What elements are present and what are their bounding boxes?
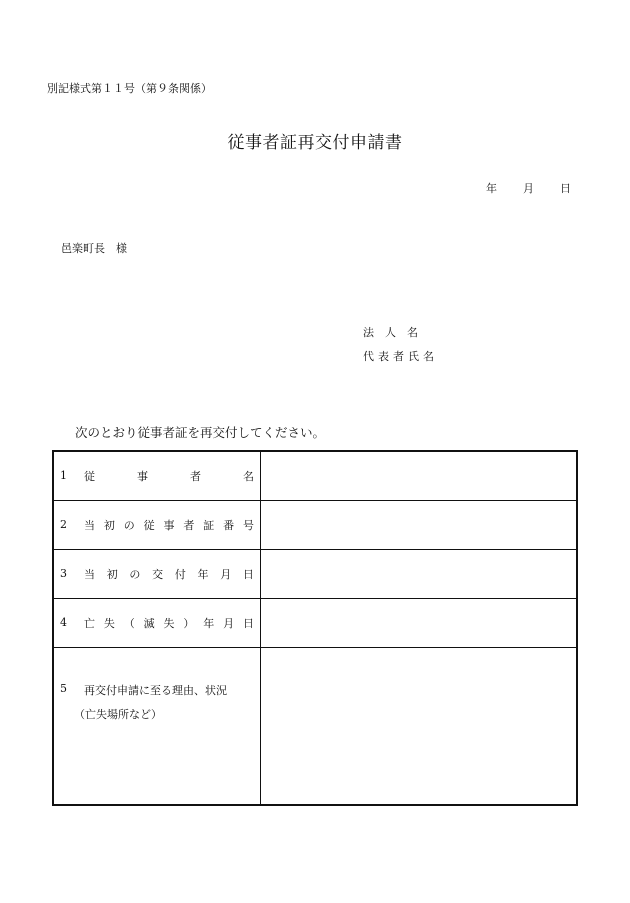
reason-sublabel: （亡失場所など） (74, 707, 162, 721)
reason-field[interactable] (261, 647, 578, 805)
row-number: 1 (60, 469, 67, 483)
row-label: 3 当 初 の 交 付 年 月 日 (53, 549, 261, 598)
representative-name-label: 代 表 者 氏 名 (363, 350, 434, 363)
row-label (53, 647, 261, 805)
row-label: 4 亡 失 （ 滅 失 ） 年 月 日 (53, 598, 261, 647)
corporation-name-label: 法 人 名 (363, 326, 418, 339)
row-number: 3 (60, 567, 67, 580)
row-label: 1 従 事 者 名 (53, 451, 261, 500)
loss-date-field[interactable] (261, 598, 578, 647)
worker-name-field[interactable] (261, 451, 578, 500)
row-label: 2 当 初 の 従 事 者 証 番 号 (53, 500, 261, 549)
intro-text: 次のとおり従事者証を再交付してください。 (75, 425, 326, 440)
document-title: 従事者証再交付申請書 (227, 133, 403, 153)
reason-label: 再交付申請に至る理由、状況 (84, 683, 227, 697)
date-year-label: 年 (486, 182, 497, 195)
row-number: 4 (60, 616, 67, 629)
date-month-label: 月 (523, 182, 534, 195)
original-issue-date-field[interactable] (261, 549, 578, 598)
table-row (53, 647, 577, 805)
row-number: 2 (60, 518, 67, 531)
application-form-table (52, 450, 578, 806)
form-number: 別記様式第１１号（第９条関係） (47, 82, 212, 95)
table-row (53, 451, 577, 500)
table-row (53, 500, 577, 549)
addressee: 邑楽町長 様 (61, 242, 127, 255)
row-number: 5 (60, 681, 67, 695)
original-certificate-number-field[interactable] (261, 500, 578, 549)
date-day-label: 日 (560, 182, 571, 195)
table-row (53, 598, 577, 647)
table-row (53, 549, 577, 598)
